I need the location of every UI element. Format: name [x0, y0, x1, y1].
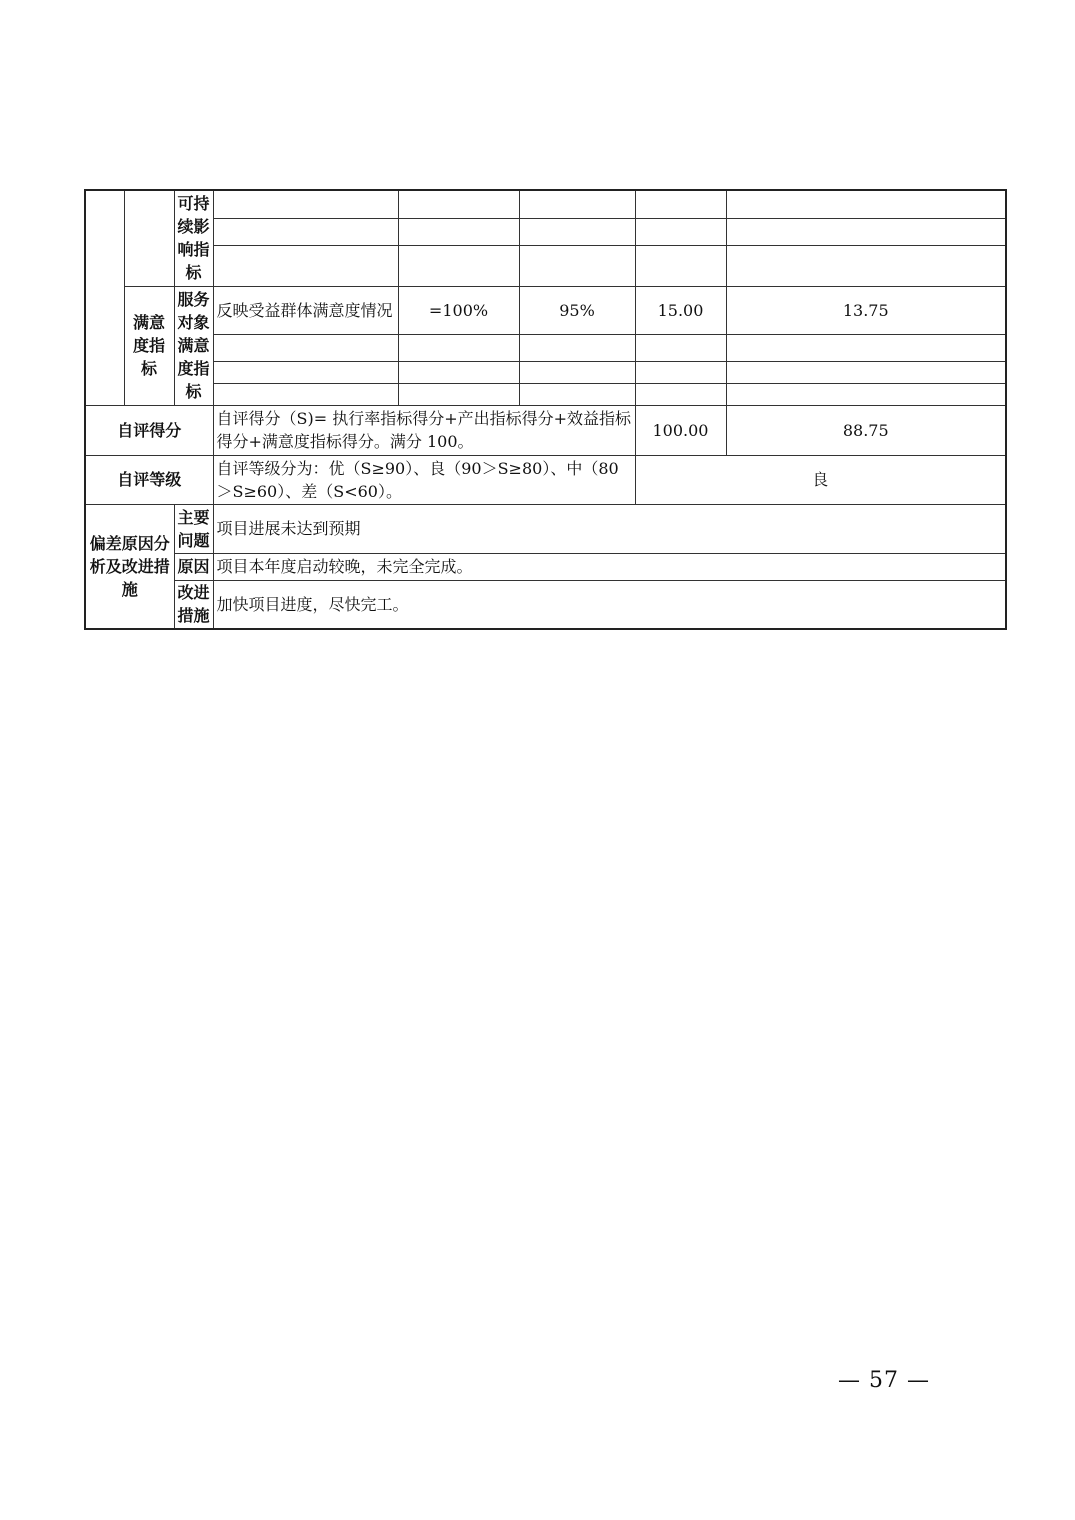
target-cell	[398, 190, 519, 218]
main-issue-label: 主要问题	[174, 504, 213, 553]
weight-cell	[635, 383, 726, 405]
score-cell	[726, 218, 1006, 245]
satisfaction-actual: 95%	[519, 286, 635, 334]
reason-label: 原因	[174, 553, 213, 580]
target-cell	[398, 334, 519, 361]
target-cell	[398, 383, 519, 405]
outer-category-cell	[85, 190, 124, 405]
indicator-cell	[213, 190, 398, 218]
page-number: — 57 —	[838, 1368, 930, 1393]
actual-cell	[519, 334, 635, 361]
actual-cell	[519, 361, 635, 383]
actual-cell	[519, 245, 635, 286]
satisfaction-indicator: 反映受益群体满意度情况	[213, 286, 398, 334]
performance-table	[84, 189, 1007, 630]
actual-cell	[519, 218, 635, 245]
indicator-cell	[213, 361, 398, 383]
benefit-category-cell	[124, 190, 174, 286]
satisfaction-category-label: 满意度指标	[124, 286, 174, 405]
weight-cell	[635, 218, 726, 245]
score-cell	[726, 361, 1006, 383]
indicator-cell	[213, 383, 398, 405]
improvement-measures-text: 加快项目进度，尽快完工。	[213, 580, 1006, 629]
target-cell	[398, 245, 519, 286]
score-cell	[726, 383, 1006, 405]
weight-cell	[635, 361, 726, 383]
score-cell	[726, 190, 1006, 218]
indicator-cell	[213, 334, 398, 361]
self-score-value: 88.75	[726, 405, 1006, 455]
main-issue-text: 项目进展未达到预期	[213, 504, 1006, 553]
deviation-analysis-label: 偏差原因分析及改进措施	[85, 504, 174, 629]
weight-cell	[635, 245, 726, 286]
target-cell	[398, 218, 519, 245]
improvement-measures-label: 改进措施	[174, 580, 213, 629]
actual-cell	[519, 190, 635, 218]
satisfaction-weight: 15.00	[635, 286, 726, 334]
target-cell	[398, 361, 519, 383]
self-grade-rule: 自评等级分为：优（S≥90）、良（90＞S≥80）、中（80＞S≥60）、差（S<60）。	[213, 455, 635, 504]
sustainable-impact-label: 可持续影响指标	[174, 190, 213, 286]
satisfaction-target: =100%	[398, 286, 519, 334]
self-score-formula: 自评得分（S)= 执行率指标得分+产出指标得分+效益指标得分+满意度指标得分。满分 100。	[213, 405, 635, 455]
self-score-full: 100.00	[635, 405, 726, 455]
weight-cell	[635, 334, 726, 361]
indicator-cell	[213, 218, 398, 245]
self-grade-value: 良	[635, 455, 1006, 504]
satisfaction-score: 13.75	[726, 286, 1006, 334]
weight-cell	[635, 190, 726, 218]
self-score-label: 自评得分	[85, 405, 213, 455]
actual-cell	[519, 383, 635, 405]
score-cell	[726, 245, 1006, 286]
score-cell	[726, 334, 1006, 361]
indicator-cell	[213, 245, 398, 286]
satisfaction-subcategory-label: 服务对象满意度指标	[174, 286, 213, 405]
reason-text: 项目本年度启动较晚，未完全完成。	[213, 553, 1006, 580]
self-grade-label: 自评等级	[85, 455, 213, 504]
